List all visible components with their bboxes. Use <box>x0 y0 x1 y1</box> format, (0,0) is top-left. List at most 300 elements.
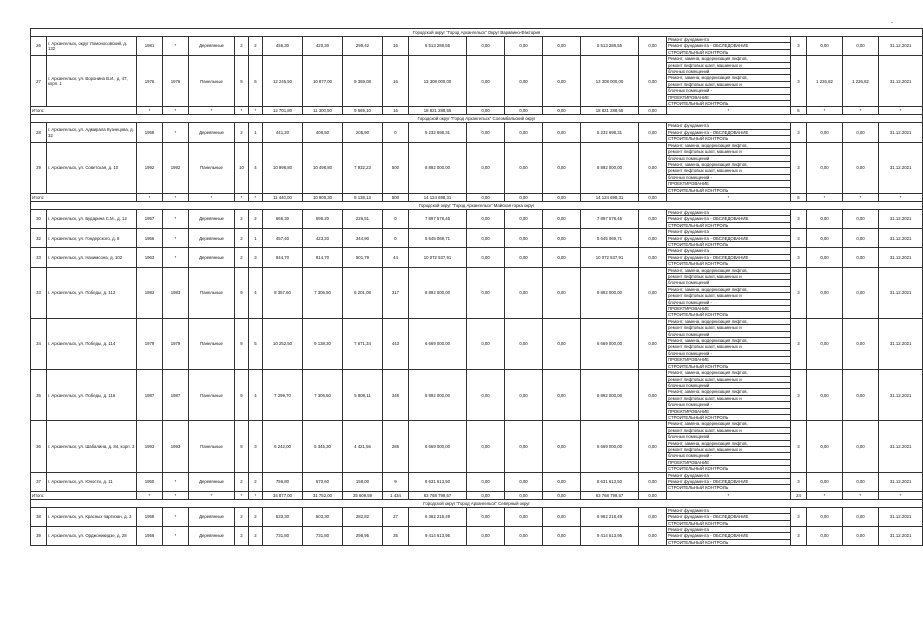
value-cell-c3: 0,00 <box>543 37 581 56</box>
value-cell-a2: 7 306,50 <box>303 370 343 421</box>
table-row <box>31 267 923 318</box>
value-cell-y1: 1956 <box>137 229 163 248</box>
value-cell-s3: 1 226,82 <box>843 56 879 107</box>
value-cell-cost: 6 669 000,00 <box>409 318 467 369</box>
work-type-line: Ремонт, замена, модернизация лифтов, <box>667 338 790 344</box>
value-cell-c1: 0,00 <box>467 209 505 228</box>
value-cell-s2: 0,00 <box>807 370 843 421</box>
value-cell-cost: 13 308 000,00 <box>409 56 467 107</box>
value-cell-res: 9 <box>383 472 409 491</box>
value-cell-c3: 0,00 <box>543 229 581 248</box>
work-type-line: Ремонт, замена, модернизация лифтов, <box>667 389 790 395</box>
value-cell-s1: 3 <box>791 229 807 248</box>
value-cell-s3: 0,00 <box>843 209 879 228</box>
total-cell-y2: * <box>163 491 189 499</box>
deadline-cell: 31.12.2021 <box>879 318 923 369</box>
value-cell-s1: 3 <box>791 37 807 56</box>
value-cell-c5: 0,00 <box>639 527 667 546</box>
address-cell: г. Архангельск, ул. Юности, д. 11 <box>47 472 137 491</box>
value-cell-y1: 1993 <box>137 421 163 472</box>
work-type-line: блочных помещений <box>667 332 790 338</box>
work-type-line: блочных помещений <box>667 156 790 162</box>
deadline-cell: 31.12.2021 <box>879 472 923 491</box>
value-cell-fl: 2 <box>235 472 249 491</box>
row-number: 39 <box>31 527 47 546</box>
value-cell-en: 1 <box>249 229 263 248</box>
value-cell-c1: 0,00 <box>467 56 505 107</box>
value-cell-s1: 3 <box>791 209 807 228</box>
value-cell-a1: 844,70 <box>263 248 303 267</box>
work-type-line: ремонт лифтовых шахт, машинных и <box>667 149 790 155</box>
total-cell-mat: * <box>189 491 235 499</box>
table-row <box>31 248 923 267</box>
work-type-line: СТРОИТЕЛЬНЫЙ КОНТРОЛЬ <box>668 539 729 545</box>
value-cell-s3: 0,00 <box>843 248 879 267</box>
value-cell-c1: 0,00 <box>467 248 505 267</box>
address-cell: г. Архангельск, ул. Нахимсона, д. 102 <box>47 248 137 267</box>
total-row <box>31 193 923 201</box>
value-cell-en: 3 <box>249 421 263 472</box>
total-cell-c2: 0,00 <box>505 491 543 499</box>
value-cell-y2: * <box>163 248 189 267</box>
value-cell-a3: 282,82 <box>343 507 383 526</box>
value-cell-c3: 0,00 <box>543 472 581 491</box>
value-cell-s3: 0,00 <box>843 123 879 142</box>
value-cell-cost: 8 892 000,00 <box>409 370 467 421</box>
deadline-cell: 31.12.2021 <box>879 123 923 142</box>
total-cell-y1: * <box>137 193 163 201</box>
work-type-line: Ремонт фундамента <box>667 210 790 216</box>
section-title: Городской округ "Город Архангельск" Округ Варавино-Фактория <box>31 29 923 37</box>
value-cell-s3: 0,00 <box>843 142 879 193</box>
value-cell-c2: 0,00 <box>505 507 543 526</box>
value-cell-c5: 0,00 <box>639 37 667 56</box>
value-cell-y2: * <box>163 209 189 228</box>
value-cell-c1: 0,00 <box>467 123 505 142</box>
table-row <box>31 318 923 369</box>
work-types-cell <box>667 209 791 228</box>
work-type-line: Ремонт, замена, модернизация лифтов, <box>667 162 790 168</box>
total-cell-fl: * <box>235 193 249 201</box>
value-cell-c4: 8 892 000,00 <box>581 142 639 193</box>
work-type-line: Ремонт фундамента - ОБСЛЕДОВАНИЕ <box>667 533 790 539</box>
work-type-line: СТРОИТЕЛЬНЫЙ КОНТРОЛЬ <box>668 485 729 491</box>
value-cell-y2: * <box>163 507 189 526</box>
work-type-line: Ремонт фундамента <box>667 248 790 254</box>
value-cell-mat: Деревянные <box>189 507 235 526</box>
work-type-line: ремонт лифтовых шахт, машинных и <box>667 63 790 69</box>
total-row <box>31 107 923 115</box>
total-cell-c3: 0,00 <box>543 193 581 201</box>
work-type-line: СТРОИТЕЛЬНЫЙ КОНТРОЛЬ <box>668 241 729 247</box>
value-cell-c5: 0,00 <box>639 123 667 142</box>
value-cell-en: 1 <box>249 123 263 142</box>
value-cell-a2: 598,20 <box>303 209 343 228</box>
value-cell-s3: 0,00 <box>843 507 879 526</box>
table-row <box>31 421 923 472</box>
value-cell-c3: 0,00 <box>543 209 581 228</box>
table-row <box>31 209 923 228</box>
value-cell-c2: 0,00 <box>505 370 543 421</box>
value-cell-s3: 0,00 <box>843 472 879 491</box>
value-cell-c2: 0,00 <box>505 248 543 267</box>
table-row <box>31 472 923 491</box>
work-types-cell <box>667 248 791 267</box>
section-title: Городской округ "Город Архангельск" Майская горка округ <box>31 201 923 209</box>
row-number: 35 <box>31 370 47 421</box>
section-title: Городской округ "Город Архангельск" Соломбальский округ <box>31 115 923 123</box>
table-row <box>31 229 923 248</box>
value-cell-s1: 3 <box>791 527 807 546</box>
work-type-line: блочных помещений - <box>667 351 790 357</box>
value-cell-a3: 6 201,08 <box>343 267 383 318</box>
value-cell-c1: 0,00 <box>467 142 505 193</box>
value-cell-s2: 0,00 <box>807 209 843 228</box>
value-cell-res: 0 <box>383 123 409 142</box>
table-row <box>31 370 923 421</box>
value-cell-cost: 10 072 537,91 <box>409 248 467 267</box>
value-cell-a3: 205,90 <box>343 123 383 142</box>
value-cell-c4: 8 892 000,00 <box>581 370 639 421</box>
value-cell-c5: 0,00 <box>639 507 667 526</box>
total-cell-en: * <box>249 193 263 201</box>
value-cell-s1: 3 <box>791 472 807 491</box>
value-cell-c4: 10 072 537,91 <box>581 248 639 267</box>
deadline-cell: 31.12.2021 <box>879 37 923 56</box>
work-type-line: ПРОЕКТИРОВАНИЕ <box>667 306 790 312</box>
section-header <box>31 201 923 209</box>
value-cell-mat: Панельные <box>189 56 235 107</box>
address-cell: г. Архангельск, ул. Победы, д. 114 <box>47 318 137 369</box>
deadline-cell: 31.12.2021 <box>879 229 923 248</box>
work-type-line: Ремонт фундамента <box>667 229 790 235</box>
total-cell-c2: 0,00 <box>505 107 543 115</box>
value-cell-a2: 10 498,80 <box>303 142 343 193</box>
value-cell-mat: Панельные <box>189 421 235 472</box>
value-cell-en: 2 <box>249 527 263 546</box>
value-cell-y2: 1993 <box>163 421 189 472</box>
work-types-cell <box>667 56 791 107</box>
total-cell-c5: 0,00 <box>639 107 667 115</box>
total-label: Итого: <box>31 107 137 115</box>
value-cell-y1: 1963 <box>137 248 163 267</box>
work-type-line: ремонт лифтовых шахт, машинных и <box>667 325 790 331</box>
total-cell-mat: * <box>189 107 235 115</box>
total-cell-a1: 11 440,00 <box>263 193 303 201</box>
value-cell-c4: 6 669 000,00 <box>581 421 639 472</box>
value-cell-cost: 8 631 613,50 <box>409 472 467 491</box>
work-type-line: Ремонт фундамента - ОБСЛЕДОВАНИЕ <box>667 514 790 520</box>
value-cell-a1: 10 998,80 <box>263 142 303 193</box>
total-cell-date: * <box>879 193 923 201</box>
total-cell-a1: 12 701,80 <box>263 107 303 115</box>
total-cell-a3: 9 669,10 <box>343 107 383 115</box>
row-number: 36 <box>31 421 47 472</box>
row-number: 38 <box>31 507 47 526</box>
table-row <box>31 56 923 107</box>
total-cell-work: * <box>667 193 791 201</box>
total-cell-s1: 6 <box>791 107 807 115</box>
value-cell-en: 3 <box>249 248 263 267</box>
value-cell-s3: 0,00 <box>843 37 879 56</box>
value-cell-s1: 3 <box>791 248 807 267</box>
value-cell-mat: Деревянные <box>189 229 235 248</box>
row-number: 29 <box>31 142 47 193</box>
deadline-cell: 31.12.2021 <box>879 527 923 546</box>
value-cell-y1: 1981 <box>137 37 163 56</box>
total-label: Итого: <box>31 491 137 499</box>
work-type-line: Ремонт фундамента - ОБСЛЕДОВАНИЕ <box>667 479 790 485</box>
value-cell-c4: 9 414 613,95 <box>581 527 639 546</box>
work-type-line: ремонт лифтовых шахт, машинных и <box>667 344 790 350</box>
deadline-cell: 31.12.2021 <box>879 370 923 421</box>
work-type-line: СТРОИТЕЛЬНЫЙ КОНТРОЛЬ <box>668 261 729 267</box>
value-cell-c1: 0,00 <box>467 527 505 546</box>
value-cell-c3: 0,00 <box>543 248 581 267</box>
value-cell-en: 4 <box>249 267 263 318</box>
value-cell-s2: 0,00 <box>807 318 843 369</box>
value-cell-cost: 8 892 000,00 <box>409 267 467 318</box>
total-cell-c2: 0,00 <box>505 193 543 201</box>
value-cell-c5: 0,00 <box>639 209 667 228</box>
total-cell-c5: 0,00 <box>639 193 667 201</box>
value-cell-c3: 0,00 <box>543 56 581 107</box>
work-type-line: Ремонт фундамента <box>667 473 790 479</box>
work-types-cell <box>667 267 791 318</box>
value-cell-res: 286 <box>383 421 409 472</box>
value-cell-res: 16 <box>383 37 409 56</box>
total-cell-cost: 63 768 799,57 <box>409 491 467 499</box>
deadline-cell: 31.12.2021 <box>879 56 923 107</box>
value-cell-y2: 1992 <box>163 142 189 193</box>
value-cell-a2: 814,70 <box>303 248 343 267</box>
work-type-line: Ремонт фундамента - ОБСЛЕДОВАНИЕ <box>667 130 790 136</box>
address-cell: г. Архангельск, ул. Гондерского, д. 8 <box>47 229 137 248</box>
value-cell-en: 2 <box>249 507 263 526</box>
value-cell-a2: 10 877,00 <box>303 56 343 107</box>
value-cell-cost: 9 414 613,95 <box>409 527 467 546</box>
section-header <box>31 115 923 123</box>
value-cell-c2: 0,00 <box>505 421 543 472</box>
work-type-line: Ремонт, замена, модернизация лифтов, <box>667 319 790 325</box>
corner-mark: - <box>891 20 893 26</box>
value-cell-y1: 1987 <box>137 370 163 421</box>
table-row <box>31 142 923 193</box>
work-type-line: Ремонт, замена, модернизация лифтов, <box>667 56 790 62</box>
value-cell-mat: Панельные <box>189 142 235 193</box>
row-number: 26 <box>31 37 47 56</box>
work-type-line: ремонт лифтовых шахт, машинных и <box>667 447 790 453</box>
address-cell: г. Архангельск, округ Ломоносовский, д. 132 <box>47 37 137 56</box>
value-cell-c3: 0,00 <box>543 142 581 193</box>
value-cell-a2: 5 345,30 <box>303 421 343 472</box>
value-cell-c1: 0,00 <box>467 507 505 526</box>
value-cell-a1: 7 299,70 <box>263 370 303 421</box>
value-cell-fl: 2 <box>235 248 249 267</box>
value-cell-fl: 2 <box>235 209 249 228</box>
address-cell: г. Архангельск, ул. Победы, д. 116 <box>47 370 137 421</box>
work-type-line: ремонт лифтовых шахт, машинных и <box>667 396 790 402</box>
work-type-line: СТРОИТЕЛЬНЫЙ КОНТРОЛЬ <box>668 363 729 369</box>
work-type-line: Ремонт, замена, модернизация лифтов, <box>667 75 790 81</box>
value-cell-a1: 10 252,50 <box>263 318 303 369</box>
value-cell-a1: 457,40 <box>263 229 303 248</box>
value-cell-a2: 503,30 <box>303 507 343 526</box>
value-cell-fl: 2 <box>235 37 249 56</box>
total-cell-y1: * <box>137 107 163 115</box>
value-cell-c2: 0,00 <box>505 229 543 248</box>
value-cell-s3: 0,00 <box>843 267 879 318</box>
value-cell-y2: * <box>163 37 189 56</box>
value-cell-y2: 1983 <box>163 267 189 318</box>
work-type-line: Ремонт, замена, модернизация лифтов, <box>667 143 790 149</box>
total-cell-y1: * <box>137 491 163 499</box>
value-cell-res: 348 <box>383 370 409 421</box>
value-cell-mat: Деревянные <box>189 209 235 228</box>
value-cell-c2: 0,00 <box>505 527 543 546</box>
work-types-cell <box>667 507 791 526</box>
value-cell-c4: 8 631 613,50 <box>581 472 639 491</box>
value-cell-mat: Деревянные <box>189 123 235 142</box>
value-cell-s2: 0,00 <box>807 267 843 318</box>
work-type-line: Ремонт фундамента - ОБСЛЕДОВАНИЕ <box>667 236 790 242</box>
value-cell-c4: 5 645 069,71 <box>581 229 639 248</box>
row-number: 33 <box>31 267 47 318</box>
work-type-line: ПРОЕКТИРОВАНИЕ <box>667 409 790 415</box>
work-types-cell <box>667 229 791 248</box>
value-cell-y2: * <box>163 123 189 142</box>
value-cell-a3: 7 671,34 <box>343 318 383 369</box>
work-type-line: Ремонт фундамента <box>667 508 790 514</box>
row-number: 37 <box>31 472 47 491</box>
value-cell-c5: 0,00 <box>639 267 667 318</box>
value-cell-c3: 0,00 <box>543 123 581 142</box>
value-cell-s2: 0,00 <box>807 37 843 56</box>
value-cell-a3: 4 421,56 <box>343 421 383 472</box>
work-type-line: блочных помещений - <box>667 402 790 408</box>
value-cell-fl: 2 <box>235 229 249 248</box>
value-cell-c5: 0,00 <box>639 318 667 369</box>
value-cell-c2: 0,00 <box>505 267 543 318</box>
value-cell-fl: 9 <box>235 370 249 421</box>
total-cell-en: * <box>249 107 263 115</box>
value-cell-res: 0 <box>383 209 409 228</box>
work-type-line: СТРОИТЕЛЬНЫЙ КОНТРОЛЬ <box>668 414 729 420</box>
value-cell-s2: 0,00 <box>807 421 843 472</box>
total-cell-y2: * <box>163 193 189 201</box>
total-cell-c1: 0,00 <box>467 491 505 499</box>
total-cell-s2: * <box>807 107 843 115</box>
value-cell-s1: 3 <box>791 267 807 318</box>
work-type-line: СТРОИТЕЛЬНЫЙ КОНТРОЛЬ <box>668 101 729 107</box>
value-cell-y2: * <box>163 229 189 248</box>
value-cell-a2: 423,20 <box>303 229 343 248</box>
address-cell: г. Архангельск, ул. Бударина С.М., д. 12 <box>47 209 137 228</box>
total-cell-y2: * <box>163 107 189 115</box>
value-cell-c1: 0,00 <box>467 267 505 318</box>
value-cell-s2: 0,00 <box>807 527 843 546</box>
section-header <box>31 499 923 507</box>
value-cell-en: 4 <box>249 142 263 193</box>
total-cell-a2: 11 300,50 <box>303 107 343 115</box>
address-cell: г. Архангельск, ул. Адмирала Кузнецова, д. 32 <box>47 123 137 142</box>
total-cell-date: * <box>879 491 923 499</box>
value-cell-c2: 0,00 <box>505 209 543 228</box>
total-cell-date: * <box>879 107 923 115</box>
total-cell-c5: 0,00 <box>639 491 667 499</box>
value-cell-cost: 6 362 218,49 <box>409 507 467 526</box>
value-cell-y1: 1983 <box>137 267 163 318</box>
total-cell-mat: * <box>189 193 235 201</box>
work-type-line: СТРОИТЕЛЬНЫЙ КОНТРОЛЬ <box>668 466 729 472</box>
row-number: 32 <box>31 229 47 248</box>
value-cell-a1: 756,80 <box>263 472 303 491</box>
work-type-line: ремонт лифтовых шахт, машинных и <box>667 428 790 434</box>
value-cell-cost: 7 897 578,45 <box>409 209 467 228</box>
value-cell-c2: 0,00 <box>505 56 543 107</box>
value-cell-cost: 6 669 000,00 <box>409 421 467 472</box>
value-cell-a3: 5 808,11 <box>343 370 383 421</box>
work-type-line: блочных помещений <box>667 434 790 440</box>
value-cell-s2: 0,00 <box>807 507 843 526</box>
row-number: 33 <box>31 248 47 267</box>
address-cell: г. Архангельск, ул. Шабалина, д. 84, корп. 3 <box>47 421 137 472</box>
value-cell-a2: 7 306,50 <box>303 267 343 318</box>
value-cell-fl: 2 <box>235 123 249 142</box>
value-cell-a2: 670,60 <box>303 472 343 491</box>
value-cell-c4: 5 232 698,31 <box>581 123 639 142</box>
work-types-cell <box>667 527 791 546</box>
value-cell-s2: 0,00 <box>807 229 843 248</box>
total-cell-c3: 0,00 <box>543 107 581 115</box>
work-type-line: СТРОИТЕЛЬНЫЙ КОНТРОЛЬ <box>668 49 729 55</box>
address-cell: г. Архангельск, ул. Красных партизан, д. 3 <box>47 507 137 526</box>
work-type-line: блочных помещений - <box>667 453 790 459</box>
total-label: Итого: <box>31 193 137 201</box>
value-cell-cost: 5 645 069,71 <box>409 229 467 248</box>
total-cell-c3: 0,00 <box>543 491 581 499</box>
value-cell-c1: 0,00 <box>467 472 505 491</box>
value-cell-res: 35 <box>383 527 409 546</box>
work-type-line: ПРОЕКТИРОВАНИЕ <box>667 357 790 363</box>
table-row <box>31 37 923 56</box>
work-type-line: Ремонт, замена, модернизация лифтов, <box>667 441 790 447</box>
value-cell-a1: 12 245,50 <box>263 56 303 107</box>
value-cell-mat: Панельные <box>189 318 235 369</box>
work-type-line: Ремонт фундамента <box>667 527 790 533</box>
section-header <box>31 29 923 37</box>
value-cell-c2: 0,00 <box>505 472 543 491</box>
total-cell-fl: * <box>235 107 249 115</box>
value-cell-cost: 5 232 698,31 <box>409 123 467 142</box>
value-cell-c1: 0,00 <box>467 229 505 248</box>
value-cell-y1: 1957 <box>137 209 163 228</box>
section-title: Городской округ "Город Архангельск" Северный округ <box>31 499 923 507</box>
address-cell: г. Архангельск, ул. Орджоникидзе, д. 28 <box>47 527 137 546</box>
work-types-cell <box>667 142 791 193</box>
value-cell-s1: 3 <box>791 318 807 369</box>
value-cell-a1: 456,30 <box>263 37 303 56</box>
value-cell-fl: 10 <box>235 142 249 193</box>
table-row <box>31 123 923 142</box>
value-cell-c3: 0,00 <box>543 318 581 369</box>
value-cell-mat: Деревянные <box>189 248 235 267</box>
total-cell-c4: 63 768 799,57 <box>581 491 639 499</box>
total-cell-s2: * <box>807 491 843 499</box>
value-cell-c1: 0,00 <box>467 370 505 421</box>
value-cell-c3: 0,00 <box>543 370 581 421</box>
work-type-line: Ремонт фундамента <box>667 37 790 43</box>
